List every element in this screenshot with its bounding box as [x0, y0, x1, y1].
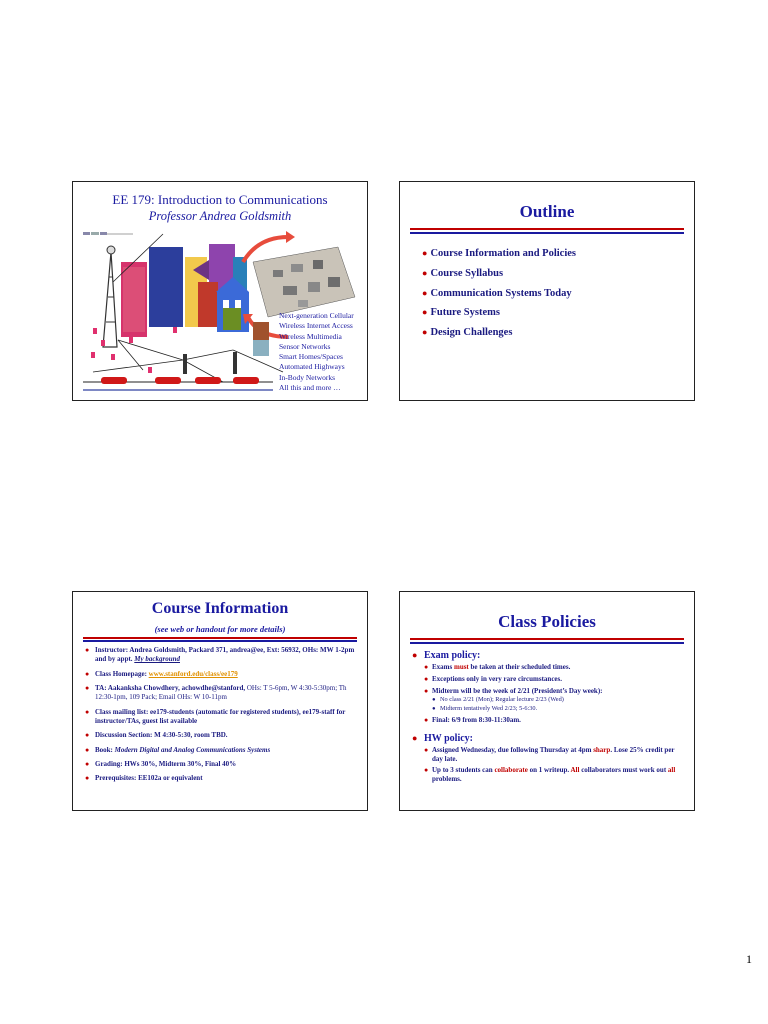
bullet-icon: ● — [424, 766, 429, 775]
bullet-icon: ● — [85, 731, 90, 740]
list-item: ● Up to 3 students can collaborate on 1 writeup. All collaborators must work out all problems. — [424, 766, 676, 784]
page-number: 1 — [746, 952, 752, 966]
slide-subtitle: (see web or handout for more details) — [154, 624, 286, 634]
bullet-icon: ● — [432, 705, 436, 712]
list-item: ● Future Systems — [422, 307, 500, 319]
application-item: Automated Highways — [279, 362, 345, 372]
list-item: ● Midterm will be the week of 2/21 (President’s Day week): ● No class 2/21 (Mon); Regular lecture 2/23 (Wed) ● Midterm tentatively Wed 2/23; 5-6:30. — [424, 687, 686, 713]
list-item: ● Midterm tentatively Wed 2/23; 5-6:30. — [432, 704, 538, 712]
list-item-instructor: ● Instructor: Andrea Goldsmith, Packard 371, andrea@ee, Ext: 56932, OHs: MW 1-2pm and by appt. My background — [85, 646, 355, 664]
list-item: ● Course Syllabus — [422, 267, 504, 279]
list-item-prereq: ● Prerequisites: EE102a or equivalent — [85, 774, 203, 783]
divider-red — [410, 638, 684, 640]
slide-outline — [399, 181, 695, 401]
list-item: ● Final: 6/9 from 8:30-11:30am. — [424, 715, 521, 724]
list-item: ● Exceptions only in very rare circumstances. — [424, 674, 563, 683]
bullet-icon: ● — [422, 248, 428, 258]
list-item-book: ● Book: Modern Digital and Analog Communications Systems — [85, 745, 271, 754]
bullet-icon: ● — [85, 669, 90, 678]
slide-intro — [72, 181, 368, 401]
list-item-grading: ● Grading: HWs 30%, Midterm 30%, Final 40% — [85, 759, 237, 768]
slide-title: Outline — [519, 202, 575, 221]
bullet-icon: ● — [422, 307, 428, 318]
divider-blue — [83, 640, 357, 642]
list-item-homepage: ● Class Homepage: www.stanford.edu/class/ee179 — [85, 669, 238, 678]
bullet-icon: ● — [412, 732, 418, 743]
policies-list — [412, 650, 686, 787]
base-station-icon — [183, 354, 187, 374]
slide-subtitle: Professor Andrea Goldsmith — [148, 209, 292, 223]
divider-red — [83, 637, 357, 639]
slide-title: EE 179: Introduction to Communications — [112, 192, 328, 207]
exam-policy: ● Exam policy: ● Exams must be taken at their scheduled times. ● Exceptions only in very rare circumstances. ● Midterm will be the week of 2/21 (President’s Day week): ● No class 2/21 (Mon); Regular lecture 2/23 (Wed) ● Midterm tentatively Wed 2/23; 5-6:30. ● Final: 6/9 from 8:30-11:30am. — [412, 650, 686, 725]
application-item: In-Body Networks — [279, 372, 336, 382]
satellite-icon — [83, 232, 107, 235]
application-item: All this and more … — [279, 383, 341, 393]
bullet-icon: ● — [424, 715, 429, 724]
bullet-icon: ● — [424, 745, 429, 754]
application-item: Smart Homes/Spaces — [279, 352, 343, 362]
list-item: ● Course Information and Policies — [422, 248, 576, 259]
application-item: Wireless Internet Access — [279, 321, 353, 331]
car-icon — [101, 377, 259, 384]
slide-class-policies — [399, 591, 695, 811]
background-link[interactable]: My background — [134, 655, 180, 664]
divider-red — [410, 228, 684, 230]
application-item: Sensor Networks — [279, 341, 331, 351]
smart-city-map-icon — [253, 247, 355, 317]
homepage-link[interactable]: www.stanford.edu/class/ee179 — [148, 669, 238, 678]
bullet-icon: ● — [422, 267, 428, 278]
bullet-icon: ● — [424, 674, 429, 683]
list-item: ● Exams must be taken at their scheduled times. — [424, 663, 571, 671]
slide-title: Class Policies — [498, 612, 596, 631]
photo-icon — [223, 308, 241, 330]
slide-title: Course Information — [151, 600, 289, 617]
list-item-mailing: ● Class mailing list: ee179-students (automatic for registered students), ee179-staff for instructor/TAs, guest list available — [85, 707, 346, 725]
cell-tower-icon — [103, 246, 117, 347]
bullet-icon: ● — [85, 707, 90, 716]
divider-blue — [410, 642, 684, 644]
list-item-discussion: ● Discussion Section: M 4:30-5:30, room TBD. — [85, 731, 228, 740]
outline-list — [422, 248, 576, 347]
bullet-icon: ● — [85, 774, 90, 783]
list-item-ta: ● TA: Aakanksha Chowdhery, achowdhe@stanford, OHs: T 5-6pm, W 4:30-5:30pm; Th 12:30-1pm, 109 Pack; Email OHs: W 10-11pm — [85, 683, 347, 702]
slide-course-information — [72, 591, 368, 811]
bullet-icon: ● — [422, 287, 428, 298]
bullet-icon: ● — [85, 683, 90, 692]
hw-policy: ● HW policy: ● Assigned Wednesday, due following Thursday at 4pm sharp. Lose 25% credit per day late. ● Up to 3 students can collaborate on 1 writeup. All collaborators must work out all problems. — [412, 733, 686, 784]
applications-list — [279, 311, 354, 393]
list-item: ● Assigned Wednesday, due following Thursday at 4pm sharp. Lose 25% credit per day late. — [424, 745, 675, 763]
application-item: Wireless Multimedia — [279, 331, 342, 341]
list-item: ● Design Challenges — [422, 327, 513, 339]
bullet-icon: ● — [85, 745, 90, 754]
bullet-icon: ● — [424, 686, 429, 695]
bullet-icon: ● — [424, 663, 429, 671]
bullet-icon: ● — [85, 759, 90, 768]
bullet-icon: ● — [412, 650, 418, 660]
list-item: ● No class 2/21 (Mon); Regular lecture 2/23 (Wed) — [432, 696, 564, 704]
bullet-icon: ● — [422, 327, 428, 338]
list-item: ● Communication Systems Today — [422, 287, 572, 299]
divider-blue — [410, 232, 684, 234]
course-info-list — [85, 646, 357, 789]
bullet-icon: ● — [432, 697, 436, 704]
application-item: Next-generation Cellular — [279, 311, 354, 320]
bullet-icon: ● — [85, 646, 90, 654]
